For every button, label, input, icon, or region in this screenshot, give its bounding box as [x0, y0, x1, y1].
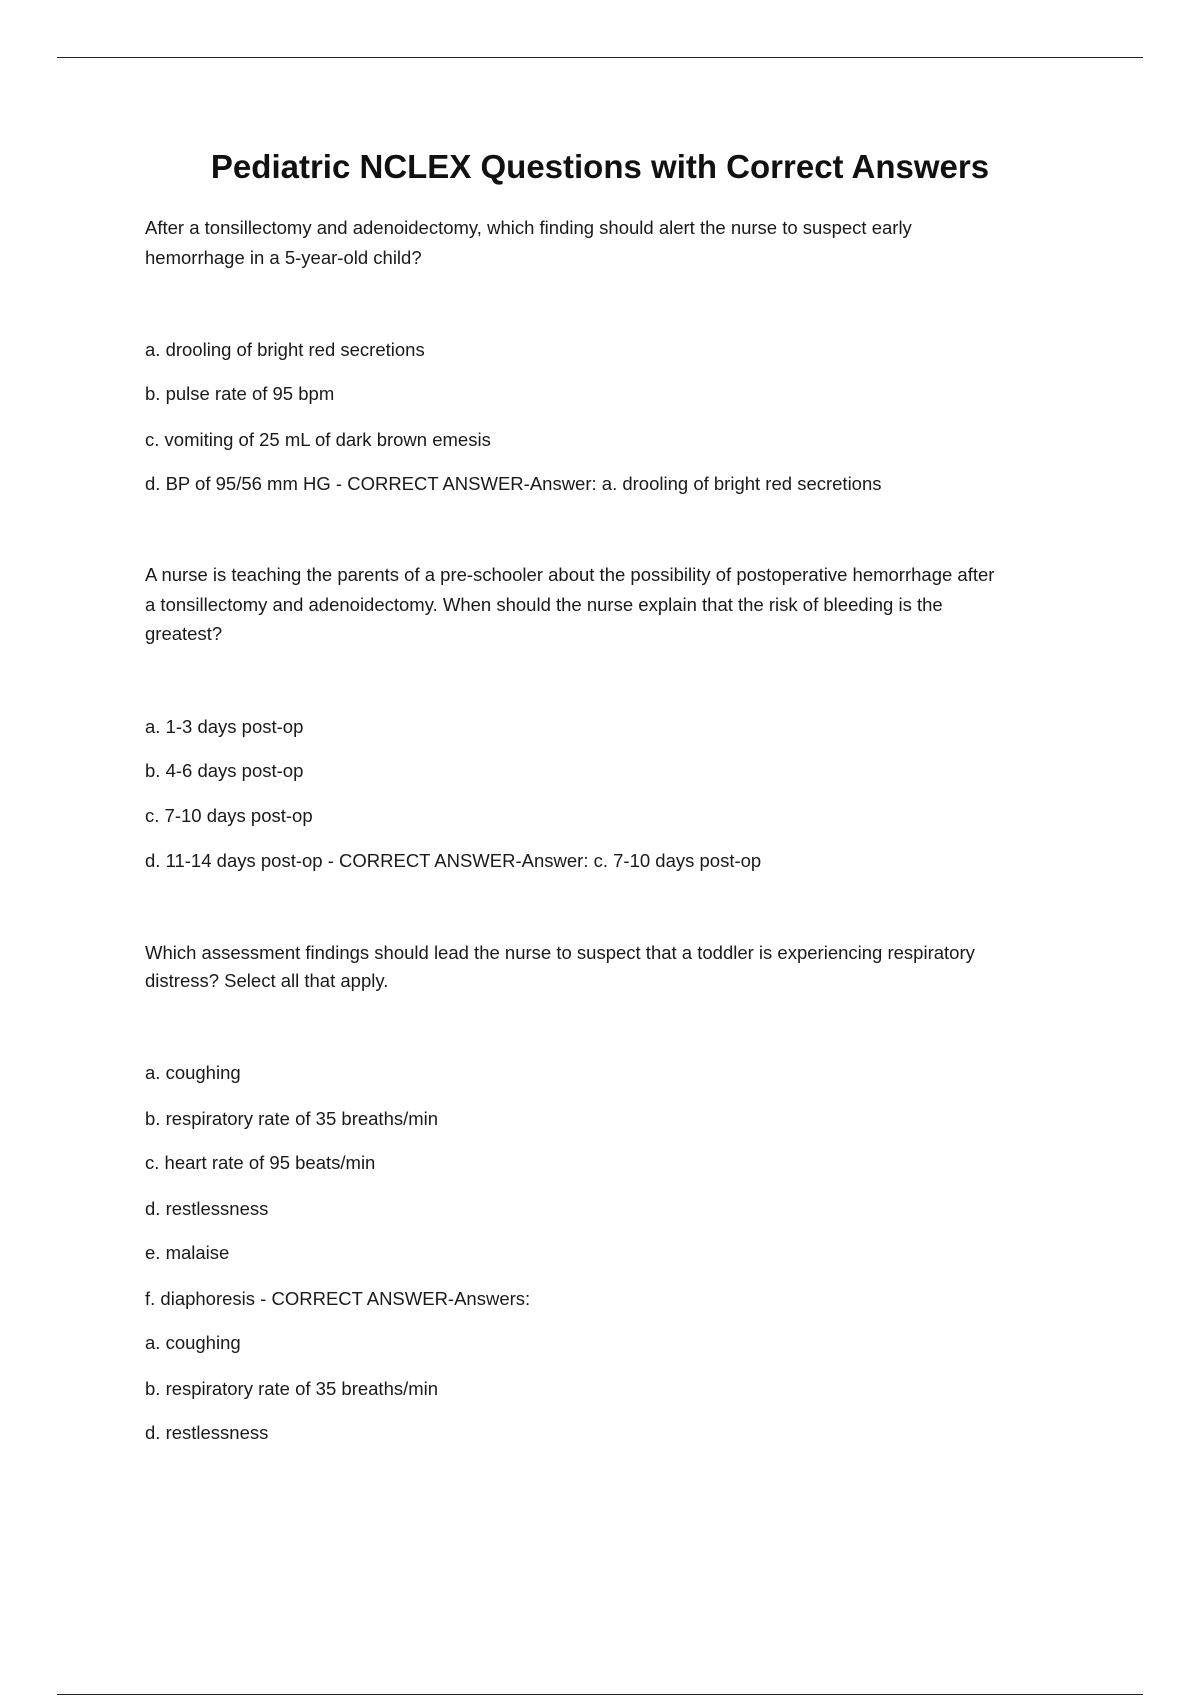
q1-option-b: b. pulse rate of 95 bpm	[145, 383, 335, 404]
q3-option-b: b. respiratory rate of 35 breaths/min	[145, 1108, 439, 1129]
document-title: Pediatric NCLEX Questions with Correct Answers	[210, 148, 990, 185]
q3-option-f-answer: f. diaphoresis - CORRECT ANSWER-Answers:	[145, 1288, 531, 1309]
top-rule	[57, 57, 1143, 58]
q2-stem-line-3: greatest?	[145, 623, 223, 644]
q1-stem-line-2: hemorrhage in a 5-year-old child?	[145, 247, 422, 268]
q2-option-b: b. 4-6 days post-op	[145, 760, 304, 781]
q2-option-c: c. 7-10 days post-op	[145, 805, 313, 826]
q1-option-d-answer: d. BP of 95/56 mm HG - CORRECT ANSWER-Answer: a. drooling of bright red secretions	[145, 473, 882, 494]
q1-option-a: a. drooling of bright red secretions	[145, 339, 425, 360]
q3-option-a: a. coughing	[145, 1062, 241, 1083]
q3-stem-line-1: Which assessment findings should lead the nurse to suspect that a toddler is experiencing respiratory	[145, 942, 975, 963]
q2-stem-line-1: A nurse is teaching the parents of a pre-schooler about the possibility of postoperative hemorrhage after	[145, 564, 995, 585]
q3-option-e: e. malaise	[145, 1242, 230, 1263]
q2-option-a: a. 1-3 days post-op	[145, 716, 304, 737]
q3-stem-line-2: distress? Select all that apply.	[145, 970, 389, 991]
q3-answer-b: b. respiratory rate of 35 breaths/min	[145, 1378, 439, 1399]
q1-option-c: c. vomiting of 25 mL of dark brown emesis	[145, 429, 491, 450]
q3-answer-d: d. restlessness	[145, 1422, 269, 1443]
q3-answer-a: a. coughing	[145, 1332, 241, 1353]
bottom-rule	[57, 1694, 1143, 1695]
q2-option-d-answer: d. 11-14 days post-op - CORRECT ANSWER-Answer: c. 7-10 days post-op	[145, 850, 762, 871]
q3-option-c: c. heart rate of 95 beats/min	[145, 1152, 376, 1173]
q3-option-d: d. restlessness	[145, 1198, 269, 1219]
q2-stem-line-2: a tonsillectomy and adenoidectomy. When should the nurse explain that the risk of bleeding is the	[145, 594, 943, 615]
q1-stem-line-1: After a tonsillectomy and adenoidectomy, which finding should alert the nurse to suspect early	[145, 217, 912, 238]
